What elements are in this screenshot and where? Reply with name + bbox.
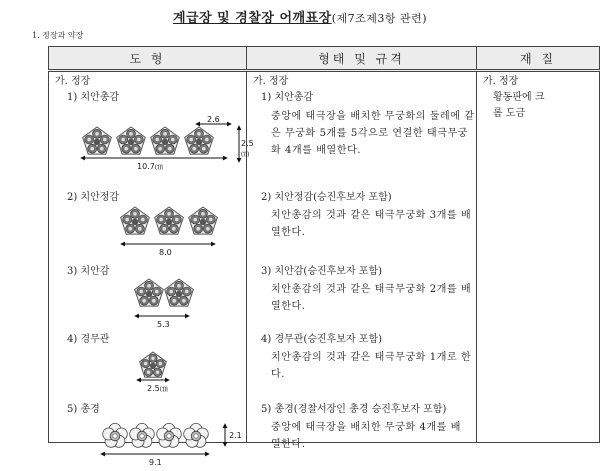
figure-label-5: 5) 총경 xyxy=(67,404,100,415)
spec-line: 치안총감의 것과 같은 태극무궁화 1개로 한 xyxy=(271,352,472,363)
insignia-chiancheonggam-emblem xyxy=(117,127,146,154)
spec-line: 다. xyxy=(271,369,286,380)
shape-column xyxy=(49,71,254,467)
dim-5-width: 9.1 xyxy=(149,458,162,467)
dim-1-height: 2.5 xyxy=(241,139,254,148)
spec-line: 중앙에 태극장을 배치한 무궁화의 둘레에 같 xyxy=(271,111,475,122)
spec-line: 중앙에 태극장을 배치한 무궁화 4개를 배 xyxy=(271,422,462,433)
spec-body-4 xyxy=(271,349,476,383)
spec-body-1 xyxy=(271,108,476,159)
spec-line: 열한다. xyxy=(271,227,306,238)
dim-4-width: 2.5㎝ xyxy=(147,384,168,393)
form-spec-column xyxy=(247,71,477,450)
title-main: 계급장 및 경찰장 어깨표장 xyxy=(172,11,332,26)
col-header-form-spec: 형태 및 규격 xyxy=(247,47,477,71)
spec-title-1: 1) 치안총감 xyxy=(261,92,314,103)
insignia-chonggyeong-emblem xyxy=(103,423,128,447)
insignia-table xyxy=(48,46,600,467)
insignia-gyeongmugwan-emblem xyxy=(140,352,167,377)
document-title xyxy=(0,7,600,26)
material-text-1: 황동판에 크 xyxy=(493,92,545,103)
dim-1-blossom: 2.6 xyxy=(207,115,220,124)
dim-3-width: 5.3 xyxy=(157,320,170,329)
title-ref: (제7조제3항 관련) xyxy=(331,12,428,25)
material-label: 가. 정장 xyxy=(483,76,519,87)
dim-1-width: 10.7㎝ xyxy=(137,162,163,171)
insignia-chonggyeong-emblem xyxy=(130,423,155,447)
spec-line: 열한다. xyxy=(271,301,306,312)
insignia-chiancheonggam-emblem xyxy=(83,127,112,154)
figure-label-4: 4) 경무관 xyxy=(67,334,110,345)
insignia-chianjeonggam-emblem xyxy=(189,207,218,234)
dim-5-height: 2.1 xyxy=(229,431,242,440)
table-header-row xyxy=(49,47,600,71)
spec-title-5: 5) 총경(경찰서장인 총경 승진후보자 포함) xyxy=(261,404,447,415)
insignia-chiancheonggam-emblem xyxy=(151,127,180,154)
insignia-chianjeonggam-emblem xyxy=(155,207,184,234)
insignia-chiangam-emblem xyxy=(165,279,194,306)
spec-line: 치안총감의 것과 같은 태극무궁화 3개를 배 xyxy=(271,210,472,221)
material-text-2: 롬 도금 xyxy=(493,108,526,119)
material-column xyxy=(477,71,600,443)
figure-label-1: 1) 치안총감 xyxy=(67,92,120,103)
spec-title-4: 4) 경무관(승진후보자 포함) xyxy=(261,334,383,345)
col-header-shape: 도 형 xyxy=(49,47,247,71)
col-header-material: 재 질 xyxy=(477,47,600,71)
dim-2-width: 8.0 xyxy=(159,248,172,257)
spec-body-2 xyxy=(271,207,476,241)
spec-line: 화 4개를 배열한다. xyxy=(271,145,362,156)
group-label-shape: 가. 정장 xyxy=(55,76,91,87)
spec-line: 은 무궁화 5개를 5각으로 연결한 태극무궁 xyxy=(271,128,468,139)
dim-1-height-unit: ㎝ xyxy=(241,149,249,158)
insignia-chonggyeong-emblem xyxy=(184,423,209,447)
spec-title-2: 2) 치안정감(승진후보자 포함) xyxy=(261,192,392,203)
figure-label-3: 3) 치안감 xyxy=(67,266,110,277)
insignia-chiangam-emblem xyxy=(135,279,164,306)
figure-label-2: 2) 치안정감 xyxy=(67,192,120,203)
spec-body-5 xyxy=(271,419,476,453)
insignia-chonggyeong-emblem xyxy=(157,423,182,447)
insignia-chiancheonggam-emblem xyxy=(185,127,214,154)
table-body-row xyxy=(49,71,600,443)
spec-title-3: 3) 치안감(승진후보자 포함) xyxy=(261,266,383,277)
group-label-spec: 가. 정장 xyxy=(253,76,289,87)
spec-body-3 xyxy=(271,281,476,315)
insignia-chianjeonggam-emblem xyxy=(121,207,150,234)
spec-line: 열한다. xyxy=(271,439,306,450)
section-heading: 1. 정장과 약장 xyxy=(32,31,84,40)
spec-line: 치안총감의 것과 같은 태극무궁화 2개를 배 xyxy=(271,284,472,295)
